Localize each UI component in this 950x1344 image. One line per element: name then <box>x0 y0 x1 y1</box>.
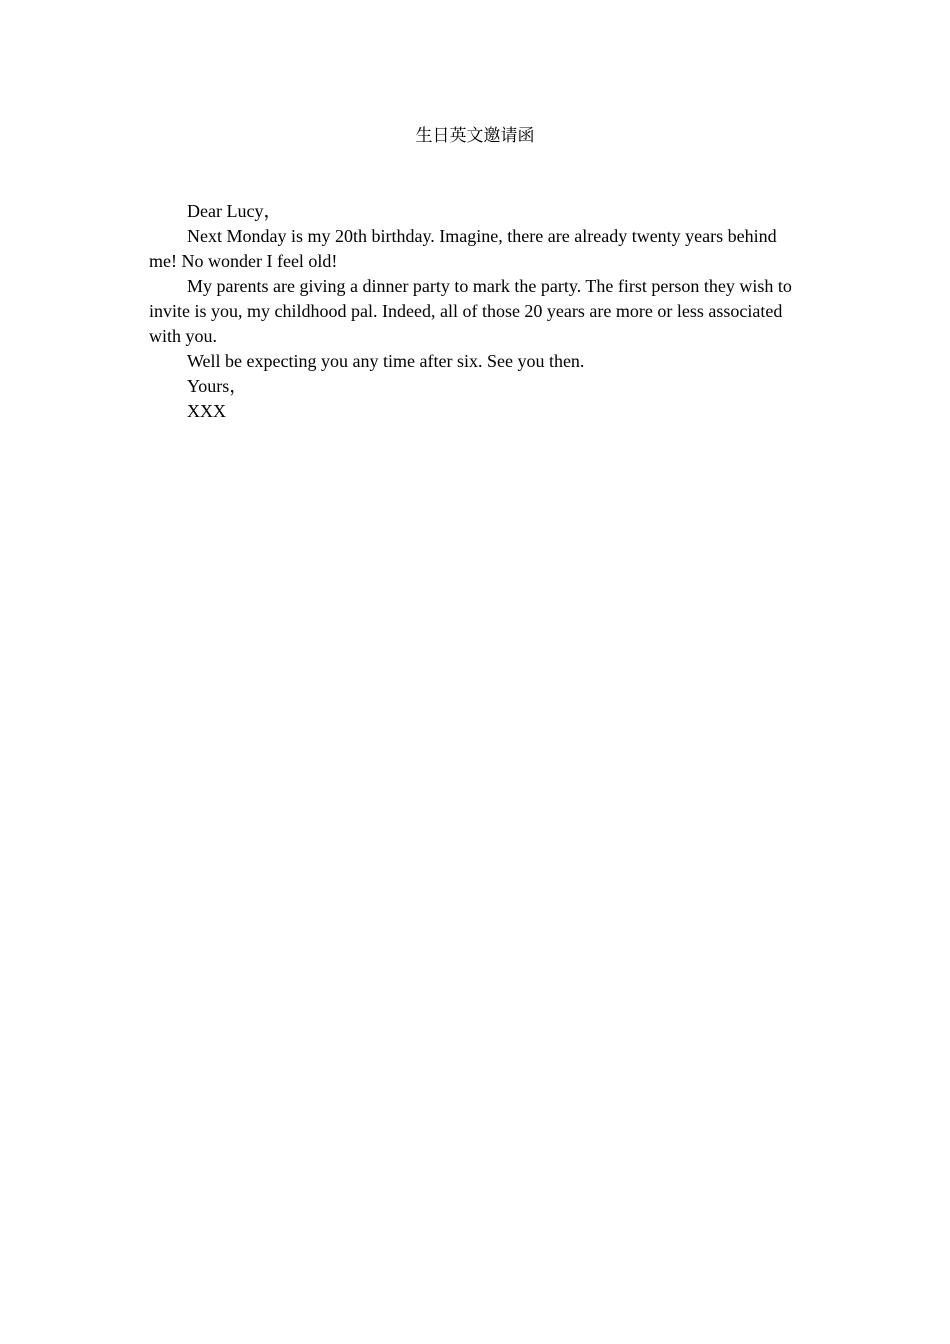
paragraph-expecting: Well be expecting you any time after six. See you then. <box>187 351 585 371</box>
closing: Yours， <box>187 376 248 396</box>
paragraph-birthday: Next Monday is my 20th birthday. Imagine, there are already twenty years behind me! No wonder I feel old! <box>149 226 777 271</box>
paragraph-dinner-party: My parents are giving a dinner party to mark the party. The first person they wish to invite is you, my childhood pal. Indeed, all of those 20 years are more or less associated with you. <box>149 276 792 346</box>
document-title: 生日英文邀请函 <box>415 126 535 146</box>
signature: XXX <box>187 401 226 421</box>
salutation: Dear Lucy， <box>187 201 282 221</box>
letter-body <box>149 199 809 424</box>
